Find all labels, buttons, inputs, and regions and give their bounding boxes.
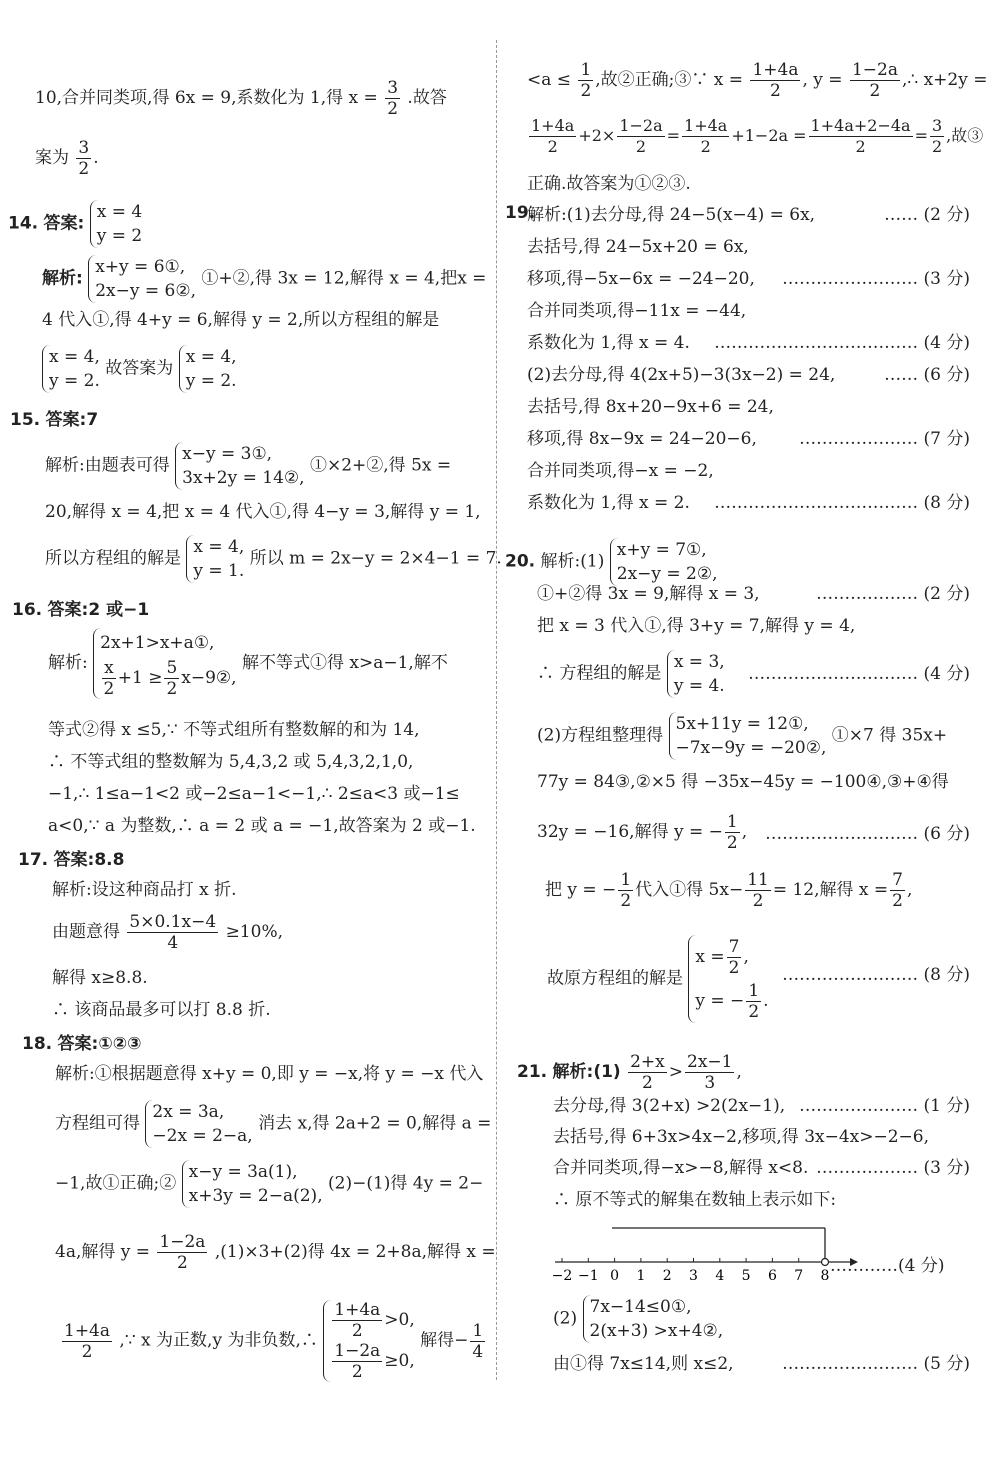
text: 解析: (48, 653, 88, 673)
denominator: 2 (770, 81, 781, 101)
score: ………………… (1 分) (799, 1096, 970, 1116)
equation: x−y = 3a(1), (188, 1162, 298, 1182)
q18-continued (527, 60, 987, 101)
numerator: 5 (166, 658, 178, 678)
analysis-label: 解析: (42, 268, 83, 289)
numerator: 2+x (630, 1052, 665, 1072)
text: ,(1)×3+(2)得 4x = 2+8a,解得 x = (214, 1242, 496, 1262)
text: .故答 (407, 88, 447, 108)
intro-line (35, 78, 447, 119)
denominator: 2 (869, 81, 881, 101)
fraction (809, 116, 913, 157)
q21-part2 (553, 1295, 723, 1343)
text: 32y = −16,解得 y = − (537, 822, 723, 842)
text: 解析:(1) (540, 551, 605, 572)
equation: 3x+2y = 14②, (182, 468, 305, 488)
score: …………(4 分) (830, 1256, 945, 1276)
inequality (330, 1300, 414, 1341)
text: 所以 m = 2x−y = 2×4−1 = 7. (249, 548, 502, 569)
fraction (332, 1341, 382, 1382)
denominator: 4 (167, 933, 179, 953)
text-line: ∴ 原不等式的解集在数轴上表示如下: (553, 1190, 837, 1210)
text: 移项,得−5x−6x = −24−20, (527, 269, 755, 289)
fraction (850, 60, 900, 101)
score: …… (6 分) (884, 365, 970, 385)
question-number: 18. (22, 1034, 53, 1054)
q14-solution (42, 345, 237, 393)
text: x−9②, (181, 668, 237, 688)
q15-analysis (45, 442, 451, 490)
numerator: 3 (387, 78, 399, 98)
fraction (76, 138, 91, 179)
inequality (330, 1341, 414, 1382)
inequality-system (93, 628, 236, 699)
equation: x = 4, (49, 347, 100, 367)
score: ……………… (2 分) (816, 584, 970, 604)
q15-answer (10, 408, 98, 432)
q20-line8 (547, 935, 970, 1023)
score: ……………………… (6 分) (765, 824, 970, 844)
axis-tick-label: 8 (820, 1268, 830, 1284)
equation: x = 3, (673, 652, 725, 672)
text: , y = (802, 70, 843, 90)
equation: x+3y = 2−a(2), (188, 1186, 323, 1206)
text-line: 解得 x≥8.8. (52, 968, 148, 988)
q21-line1 (553, 1094, 970, 1118)
equation: x = 4, (193, 537, 245, 557)
numerator: 1−2a (619, 116, 663, 135)
text: 代入①得 5x− (635, 880, 744, 900)
inequality-system (323, 1300, 414, 1382)
text: = 12,解得 x = (772, 880, 889, 900)
answer: 答案:2 或−1 (47, 600, 150, 620)
equation-system (145, 1100, 252, 1148)
text: <a ≤ (527, 70, 572, 90)
axis-tick-label: 0 (610, 1268, 620, 1284)
denominator: 3 (704, 1073, 716, 1093)
score: …………………… (5 分) (782, 1354, 970, 1374)
fraction (750, 60, 800, 101)
q18-line4 (55, 1232, 496, 1273)
denominator: 2 (387, 99, 399, 119)
score: ……………… (3 分) (816, 1158, 970, 1178)
fraction (628, 1052, 667, 1093)
denominator: 2 (547, 137, 558, 156)
text: 4a,解得 y = (55, 1242, 151, 1262)
equation: x+y = 7①, (616, 540, 707, 560)
text: +1−2a = (731, 126, 807, 145)
fraction (127, 912, 218, 953)
q20-line4 (537, 712, 947, 760)
text: 故答案为 (105, 358, 174, 379)
text: 系数化为 1,得 x = 4. (527, 333, 690, 353)
denominator: 2 (635, 137, 647, 156)
q21-header (517, 1052, 742, 1093)
numerator: 11 (747, 870, 769, 890)
text: ①+②,得 3x = 12,解得 x = 4,把x = (201, 268, 487, 289)
answer-label: 答案: (43, 213, 85, 234)
text: (2)−(1)得 4y = 2− (328, 1173, 484, 1194)
text: , (907, 880, 913, 900)
text: ≥10%, (225, 922, 283, 942)
text-line: 把 x = 3 代入①,得 3+y = 7,解得 y = 4, (537, 616, 856, 636)
q16-answer (12, 598, 149, 622)
equation: y = 2. (49, 371, 100, 391)
question-number: 21. (517, 1062, 548, 1082)
equation: 2x = 3a, (152, 1102, 225, 1122)
equation-system (175, 442, 304, 490)
text: >0, (384, 1310, 415, 1330)
fraction (385, 78, 400, 119)
numerator: 3 (931, 116, 943, 135)
denominator: 2 (752, 891, 764, 911)
text: ∴ 方程组的解是 (537, 663, 662, 684)
equation (695, 935, 768, 979)
text: > (668, 1062, 684, 1082)
equation-system (179, 345, 237, 393)
text-line: 正确.故答案为①②③. (527, 174, 691, 194)
q20-line3 (537, 650, 970, 698)
text: 系数化为 1,得 x = 2. (527, 493, 690, 513)
numerator: 7 (892, 870, 903, 890)
text: ①×7 得 35x+ (831, 725, 948, 746)
equation: y = 1. (193, 561, 245, 581)
equation-system (667, 650, 725, 698)
text: 故原方程组的解是 (547, 968, 683, 989)
score: ……………………………… (8 分) (714, 493, 970, 513)
numerator: 1+4a (64, 1320, 111, 1341)
text: 合并同类项,得−11x = −44, (527, 301, 747, 321)
text: , (736, 1062, 742, 1082)
text: ,故③ (946, 126, 984, 145)
fraction (617, 116, 664, 157)
q18-line3 (55, 1160, 483, 1208)
text: , (743, 947, 749, 967)
question-number: 15. (10, 410, 41, 430)
text: 案为 (35, 148, 69, 168)
text: ①+②得 3x = 9,解得 x = 3, (537, 584, 760, 604)
fraction (529, 116, 576, 157)
numerator: 3 (78, 138, 90, 158)
inequality: 7x−14≤0①, (589, 1297, 692, 1317)
text: (2) (553, 1308, 578, 1329)
q19-step (527, 299, 970, 323)
text: −1,故①正确;② (55, 1173, 177, 1194)
numerator: 1+4a (334, 1300, 381, 1320)
q19-step (527, 267, 970, 291)
denominator: 2 (78, 159, 90, 179)
denominator: 2 (726, 833, 738, 853)
equation: −7x−9y = −20②, (675, 738, 827, 758)
text: ,故②正确;③∵ x = (595, 70, 744, 90)
text: 去括号,得 24−5x+20 = 6x, (527, 237, 749, 257)
equation: y = 4. (673, 676, 725, 696)
equation: x = 4 (96, 202, 143, 222)
score: ……………………………… (4 分) (714, 333, 970, 353)
text: 把 y = − (545, 880, 617, 900)
q17-answer (18, 848, 124, 872)
score: ………………… (7 分) (799, 429, 970, 449)
equation: y = 2. (185, 371, 237, 391)
text: 解析:(1) (552, 1062, 621, 1082)
q19-step (527, 395, 970, 419)
q21-line3 (553, 1156, 970, 1180)
text: 方程组可得 (55, 1113, 140, 1134)
numerator: x (104, 658, 114, 678)
equation-system (90, 200, 142, 248)
denominator: 2 (892, 891, 903, 911)
numerator: 1 (580, 60, 592, 80)
axis-tick-label: 6 (767, 1268, 777, 1284)
q19-step (527, 491, 970, 515)
text: (2)方程组整理得 (537, 725, 664, 746)
q20-line7 (545, 870, 912, 911)
q15-solution (45, 535, 502, 583)
text-line: a<0,∵ a 为整数,∴ a = 2 或 a = −1,故答案为 2 或−1. (48, 816, 476, 836)
equation-system (688, 935, 768, 1023)
numerator: 1 (726, 812, 738, 832)
text-line: ∴ 该商品最多可以打 8.8 折. (52, 1000, 271, 1020)
fraction (62, 1321, 112, 1362)
q21-line6 (553, 1352, 970, 1376)
text: 合并同类项,得−x = −2, (527, 461, 714, 481)
text: = (914, 126, 928, 145)
axis-tick-label: 4 (715, 1268, 725, 1284)
text-line: −1,∴ 1≤a−1<2 或−2≤a−1<−1,∴ 2≤a<3 或−1≤ (48, 784, 460, 804)
inequality: 2x+1>x+a①, (100, 633, 215, 653)
axis-tick-label: 2 (662, 1268, 672, 1284)
text: x = (695, 947, 725, 967)
denominator: 2 (728, 958, 740, 978)
text: 去括号,得 8x+20−9x+6 = 24, (527, 397, 774, 417)
equation: y = 2 (96, 226, 143, 246)
answer: 答案:①②③ (57, 1034, 142, 1054)
numerator: 1+4a (531, 116, 575, 135)
axis-tick-label: 7 (794, 1268, 804, 1284)
text: 消去 x,得 2a+2 = 0,解得 a = (258, 1113, 492, 1134)
question-number: 17. (18, 850, 49, 870)
numerator: 1+4a (684, 116, 728, 135)
numerator: 1 (620, 870, 632, 890)
text: 去分母,得 3(2+x) >2(2x−1), (553, 1096, 786, 1116)
fraction (745, 870, 771, 911)
q20-line1 (537, 582, 970, 606)
denominator: 2 (931, 137, 943, 156)
text-line: 解析:设这种商品打 x 折. (52, 880, 237, 900)
denominator: 4 (472, 1341, 484, 1362)
fraction (157, 1232, 207, 1273)
answer: 答案:7 (45, 410, 99, 430)
q18-line5 (60, 1300, 487, 1382)
question-number: 20. (505, 551, 536, 572)
inequality-system (583, 1295, 724, 1343)
denominator: 2 (642, 1073, 653, 1093)
numerator: 1+4a+2−4a (810, 116, 911, 135)
text-line: 77y = 84③,②×5 得 −35x−45y = −100④,③+④得 (537, 772, 949, 792)
axis-tick-label: 1 (636, 1268, 646, 1284)
open-circle (822, 1259, 829, 1266)
fraction (164, 658, 179, 699)
denominator: 2 (620, 891, 632, 911)
text: 解析:由题表可得 (45, 455, 170, 476)
axis-tick-label: −1 (577, 1268, 599, 1284)
text: (2)去分母,得 4(2x+5)−3(3x−2) = 24, (527, 365, 836, 385)
equation (695, 979, 768, 1023)
numerator: 2x−1 (687, 1052, 733, 1072)
text: 由题意得 (52, 922, 120, 942)
numerator: 1 (472, 1320, 484, 1341)
intro-line-2: 案为 $\frac{3}{2}$ . (35, 138, 99, 179)
text-line: 4 代入①,得 4+y = 6,解得 y = 2,所以方程组的解是 (42, 310, 440, 330)
equation: x−y = 3①, (182, 444, 273, 464)
axis-tick-label: −2 (551, 1268, 573, 1284)
inequality: 2(x+3) >x+4②, (589, 1321, 724, 1341)
fraction (685, 1052, 734, 1093)
q19-step (527, 363, 970, 387)
text: y = − (695, 991, 745, 1011)
q19-step (527, 203, 970, 227)
denominator: 2 (580, 81, 592, 101)
question-number: 16. (12, 600, 43, 620)
denominator: 2 (81, 1341, 93, 1362)
text-line: 去括号,得 6+3x>4x−2,移项,得 3x−4x>−2−6, (553, 1127, 930, 1147)
fraction (727, 937, 742, 978)
equation-system (610, 538, 718, 586)
text: 10,合并同类项,得 6x = 9,系数化为 1,得 x = (35, 88, 378, 108)
text: +1 ≥ (117, 668, 163, 688)
text: 所以方程组的解是 (45, 548, 181, 569)
text-line: 20,解得 x = 4,把 x = 4 代入①,得 4−y = 3,解得 y = 1, (45, 502, 481, 522)
text: 由①得 7x≤14,则 x≤2, (553, 1354, 734, 1374)
fraction (618, 870, 633, 911)
denominator: 2 (166, 679, 178, 699)
equation-system (669, 712, 827, 760)
fraction (725, 812, 740, 853)
q18-line2 (55, 1100, 491, 1148)
score: …… (2 分) (884, 205, 970, 225)
text-line: ∴ 不等式组的整数解为 5,4,3,2 或 5,4,3,2,1,0, (48, 752, 414, 772)
q19-step (527, 331, 970, 355)
text: 移项,得 8x−9x = 24−20−6, (527, 429, 757, 449)
text: ,∴ x+2y = (901, 70, 988, 90)
equation: −2x = 2−a, (152, 1126, 253, 1146)
equation: 2x−y = 6②, (95, 281, 196, 301)
numerator: 1+4a (752, 60, 799, 80)
q14-answer (8, 200, 142, 248)
q18-answer (22, 1032, 142, 1056)
numerator: 1 (748, 981, 760, 1001)
numerator: 5×0.1x−4 (129, 912, 217, 932)
text: ≥0, (384, 1351, 415, 1371)
axis-tick-label: 3 (689, 1268, 698, 1284)
fraction (470, 1321, 485, 1362)
denominator: 2 (748, 1002, 760, 1022)
equation-system (186, 535, 244, 583)
answer: 答案:8.8 (53, 850, 125, 870)
fraction (746, 981, 761, 1022)
equation: x = 4, (185, 347, 237, 367)
q20-line6: 32y = −16,解得 y = − $\frac{1}{2}$ , ……………………… (6 分) (537, 812, 970, 853)
q17-equation (52, 912, 283, 953)
text-line: 等式②得 x ≤5,∵ 不等式组所有整数解的和为 14, (48, 720, 420, 740)
text: 解析:(1)去分母,得 24−5(x−4) = 6x, (527, 205, 816, 225)
q20-header (505, 538, 718, 586)
equation-system (182, 1160, 323, 1208)
text: +2× (578, 126, 616, 145)
score: …………………… (3 分) (782, 269, 970, 289)
text: = (666, 126, 681, 145)
denominator: 2 (700, 137, 711, 156)
text-line: 解析:①根据题意得 x+y = 0,即 y = −x,将 y = −x 代入 (55, 1064, 484, 1084)
axis-tick-label: 5 (741, 1268, 751, 1284)
equation-system (88, 255, 196, 303)
denominator: 2 (351, 1362, 363, 1382)
score: ………………………… (4 分) (748, 664, 970, 684)
fraction (930, 116, 944, 157)
numerator: 1−2a (334, 1341, 381, 1361)
question-number: 19. (505, 203, 536, 223)
equation: 5x+11y = 12①, (675, 714, 809, 734)
numerator: 1−2a (159, 1232, 206, 1252)
q19-step (527, 459, 970, 483)
fraction (578, 60, 593, 101)
q19-step (527, 235, 970, 259)
fraction (332, 1300, 382, 1341)
denominator: 2 (103, 679, 115, 699)
q19-step (527, 427, 970, 451)
fraction (890, 870, 905, 911)
fraction (682, 116, 729, 157)
numerator: 7 (728, 937, 740, 957)
q16-analysis (48, 628, 448, 699)
text: ,∵ x 为正数,y 为非负数,∴ (119, 1330, 318, 1351)
question-number: 14. (8, 213, 39, 234)
equation-system (42, 345, 100, 393)
denominator: 2 (351, 1321, 363, 1341)
equation: 2x−y = 2②, (616, 564, 718, 584)
q18-continued-2 (527, 116, 983, 157)
inequality (100, 658, 236, 699)
text: ①×2+②,得 5x = (309, 455, 452, 476)
fraction (102, 658, 116, 699)
denominator: 2 (177, 1253, 188, 1273)
denominator: 2 (855, 137, 866, 156)
numerator: 1−2a (851, 60, 898, 80)
text: 解不等式①得 x>a−1,解不 (241, 653, 448, 673)
number-line (550, 1222, 860, 1286)
score: …………………… (8 分) (782, 965, 970, 985)
equation: x+y = 6①, (95, 257, 186, 277)
column-divider (496, 40, 497, 1380)
text: . (763, 991, 769, 1011)
q14-analysis (42, 255, 486, 303)
text: 合并同类项,得−x>−8,解得 x<8. (553, 1158, 809, 1178)
text: 解得− (420, 1330, 469, 1351)
